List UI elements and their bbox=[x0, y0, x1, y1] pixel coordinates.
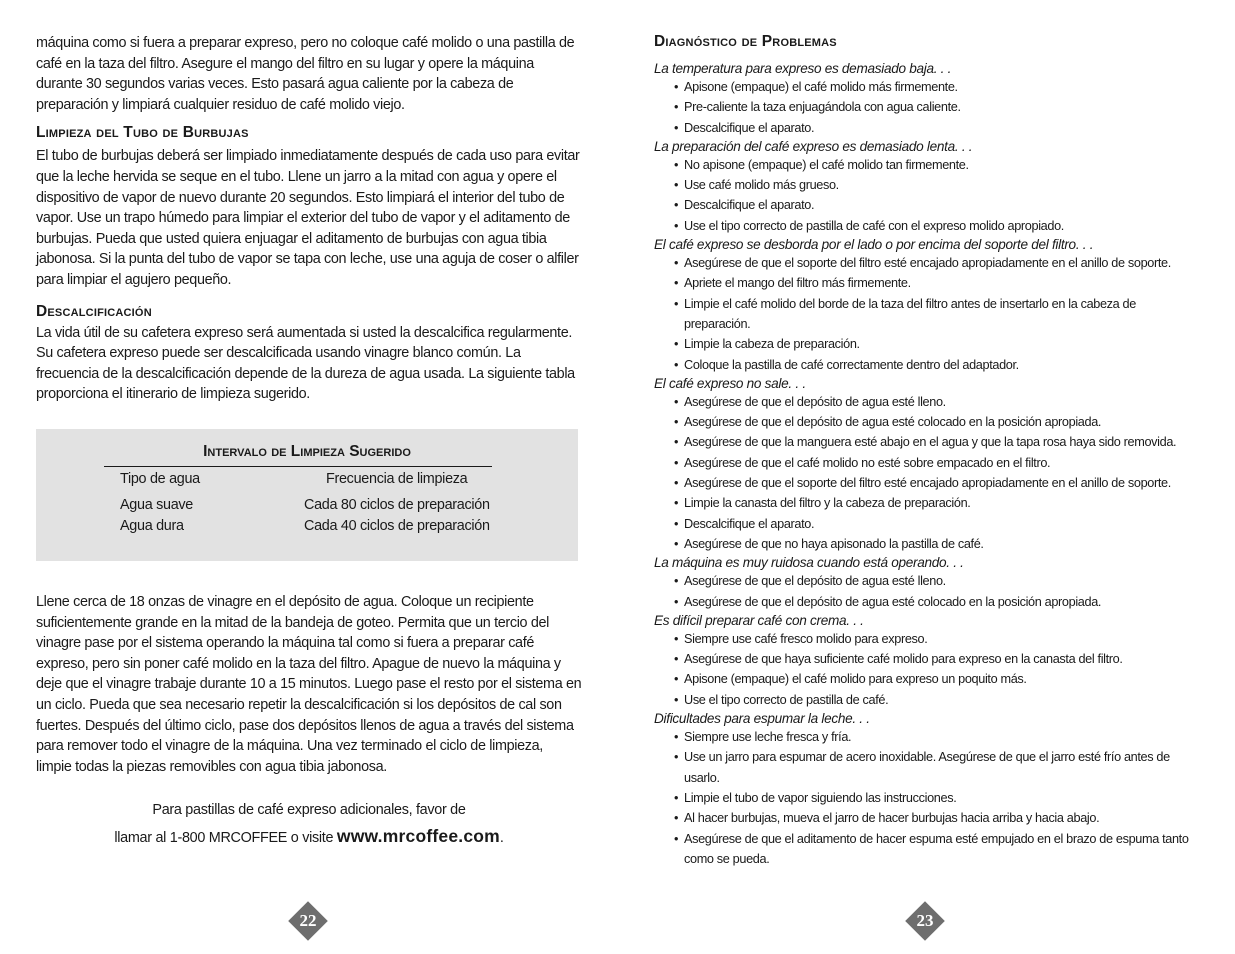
bullet-item: • Descalcifique el aparato. bbox=[674, 514, 1199, 534]
bullet-item: • Asegúrese de que el café molido no esté sobre empacado en el filtro. bbox=[674, 453, 1199, 473]
table-header-tipo: Tipo de agua bbox=[120, 471, 200, 487]
page-number-right: 23 bbox=[916, 911, 934, 930]
bullet-item: • Asegúrese de que el aditamento de hacer espuma esté empujado en el brazo de espuma tanto como se pueda. bbox=[674, 829, 1199, 870]
table-title: Intervalo de Limpieza Sugerido bbox=[203, 443, 411, 460]
issue-title: La máquina es muy ruidosa cuando está operando. . . bbox=[654, 555, 964, 571]
issue-bullets bbox=[654, 571, 1199, 612]
bullet-item: • Apisone (empaque) el café molido para expreso un poquito más. bbox=[674, 669, 1199, 689]
contact-line-1: Para pastillas de café expreso adicionales, favor de bbox=[152, 802, 466, 818]
table-cell-frecuencia: Cada 80 ciclos de preparación bbox=[304, 497, 490, 513]
bullet-item: • Use el tipo correcto de pastilla de café. bbox=[674, 690, 1199, 710]
bullet-item: • Asegúrese de que el soporte del filtro esté encajado apropiadamente en el anillo de soporte. bbox=[674, 473, 1199, 493]
vinegar-section bbox=[36, 592, 582, 777]
section-heading-descalcificacion: Descalcificación bbox=[36, 302, 152, 320]
issue-bullets bbox=[654, 392, 1199, 554]
bullet-item: • Siempre use café fresco molido para expreso. bbox=[674, 629, 1199, 649]
bullet-item: • No apisone (empaque) el café molido tan firmemente. bbox=[674, 155, 1199, 175]
right-page bbox=[654, 33, 1199, 869]
issue-block bbox=[654, 138, 1199, 236]
page-number-left: 22 bbox=[299, 911, 317, 930]
bullet-item: • Asegúrese de que no haya apisonado la pastilla de café. bbox=[674, 534, 1199, 554]
bullet-item: • Use el tipo correcto de pastilla de café con el expreso molido apropiado. bbox=[674, 216, 1199, 236]
troubleshooting-heading: Diagnóstico de Problemas bbox=[654, 33, 837, 50]
bullet-item: • Coloque la pastilla de café correctamente dentro del adaptador. bbox=[674, 355, 1199, 375]
descalcificacion-paragraph: La vida útil de su cafetera expreso será aumentada si usted la descalcifica regularmente. Su cafetera expreso puede ser descalcificada usando vinagre blanco común. La frecuencia de la descalcificación depende de la dureza de agua usada. La siguiente tabla proporciona el itinerario de limpieza sugerido. bbox=[36, 324, 575, 403]
intro-paragraph: máquina como si fuera a preparar expreso, pero no coloque café molido o una pastilla de café en la taza del filtro. Asegure el mango del filtro en su lugar y opere la máquina durante 30 segundos varias veces. Esto pasará agua caliente por la cabeza de preparación y limpiará cualquier residuo de café molido viejo. bbox=[36, 35, 575, 113]
contact-end: . bbox=[499, 830, 504, 846]
issue-bullets bbox=[654, 629, 1199, 710]
bullet-item: • Apisone (empaque) el café molido más firmemente. bbox=[674, 77, 1199, 97]
issue-title: La preparación del café expreso es demasiado lenta. . . bbox=[654, 138, 973, 154]
bullet-item: • Siempre use leche fresca y fría. bbox=[674, 727, 1199, 747]
bullet-item: • Asegúrese de que el depósito de agua esté colocado en la posición apropiada. bbox=[674, 412, 1199, 432]
bullet-item: • Pre-caliente la taza enjuagándola con agua caliente. bbox=[674, 97, 1199, 117]
issue-bullets bbox=[654, 253, 1199, 375]
contact-line-2 bbox=[36, 823, 582, 851]
issue-block bbox=[654, 554, 1199, 612]
table-cell-tipo: Agua suave bbox=[120, 497, 194, 513]
bullet-item: • Descalcifique el aparato. bbox=[674, 195, 1199, 215]
issue-bullets bbox=[654, 77, 1199, 138]
issues-list bbox=[654, 60, 1199, 869]
website-link[interactable]: www.mrcoffee.com bbox=[336, 826, 500, 846]
tubo-paragraph: El tubo de burbujas deberá ser limpiado inmediatamente después de cada uso para evitar que la leche hervida se seque en el tubo. Llene un jarro a la mitad con agua y opere el dispositivo de vapor de nuevo durante 20 segundos. Esto limpiará el interior del tubo de vapor. Use un trapo húmedo para limpiar el exterior del tubo de vapor y el aditamento de burbujas. Pueda que usted quiera enjuagar el aditamento de burbujas con agua tibia jabonosa. Si la punta del tubo de vapor se tapa con leche, use una aguja de coser o alfiler para limpiar el agujero pequeño. bbox=[36, 148, 580, 288]
bullet-item: • Limpie la cabeza de preparación. bbox=[674, 334, 1199, 354]
bullet-item: • Use café molido más grueso. bbox=[674, 175, 1199, 195]
table-cell-tipo: Agua dura bbox=[120, 518, 184, 534]
bullet-item: • Limpie la canasta del filtro y la cabeza de preparación. bbox=[674, 493, 1199, 513]
issue-title: La temperatura para expreso es demasiado baja. . . bbox=[654, 61, 952, 76]
bullet-item: • Asegúrese de que la manguera esté abajo en el agua y que la tapa rosa haya sido removida. bbox=[674, 432, 1199, 452]
issue-bullets bbox=[654, 155, 1199, 236]
bullet-item: • Descalcifique el aparato. bbox=[674, 118, 1199, 138]
issue-title: Es difícil preparar café con crema. . . bbox=[654, 612, 864, 628]
table-cell-frecuencia: Cada 40 ciclos de preparación bbox=[304, 518, 490, 534]
table-divider bbox=[104, 466, 492, 467]
issue-block bbox=[654, 710, 1199, 869]
issue-block bbox=[654, 375, 1199, 554]
bullet-item: • Asegúrese de que el soporte del filtro esté encajado apropiadamente en el anillo de soporte. bbox=[674, 253, 1199, 273]
issue-title: Dificultades para espumar la leche. . . bbox=[654, 711, 870, 727]
issue-title: El café expreso se desborda por el lado o por encima del soporte del filtro. . . bbox=[654, 237, 1094, 253]
bullet-item: • Al hacer burbujas, mueva el jarro de hacer burbujas hacia arriba y hacia abajo. bbox=[674, 808, 1199, 828]
cleaning-interval-table bbox=[36, 429, 578, 561]
bullet-item: • Limpie el tubo de vapor siguiendo las instrucciones. bbox=[674, 788, 1199, 808]
contact-text: llamar al 1-800 MRCOFFEE o visite bbox=[114, 830, 334, 846]
contact-note bbox=[36, 797, 582, 851]
vinegar-paragraph: Llene cerca de 18 onzas de vinagre en el depósito de agua. Coloque un recipiente suficientemente grande en la mitad de la bandeja de goteo. Permita que un tercio del vinagre pase por el sistema operando la máquina tal como si fuera a preparar café expreso, pero sin poner café molido en la taza del filtro. Apague de nuevo la máquina y deje que el vinagre trabaje durante 10 a 15 minutos. Luego pase el resto por el sistema en un ciclo. Pueda que sea necesario repetir la descalcificación si los depósitos de cal son fuertes. Después del último ciclo, pase dos depósitos llenos de agua a través del sistema para remover todo el vinagre de la máquina. Una vez terminado el ciclo de limpieza, limpie todas la piezas removibles con agua tibia jabonosa. bbox=[36, 594, 582, 775]
table-header-frecuencia: Frecuencia de limpieza bbox=[326, 471, 468, 487]
bullet-item: • Use un jarro para espumar de acero inoxidable. Asegúrese de que el jarro esté frío antes de usarlo. bbox=[674, 747, 1199, 788]
issue-block bbox=[654, 612, 1199, 710]
bullet-item: • Limpie el café molido del borde de la taza del filtro antes de insertarlo en la cabeza de preparación. bbox=[674, 294, 1199, 335]
issue-bullets bbox=[654, 727, 1199, 869]
bullet-item: • Apriete el mango del filtro más firmemente. bbox=[674, 273, 1199, 293]
left-page bbox=[36, 33, 582, 405]
section-heading-tubo: Limpieza del Tubo de Burbujas bbox=[36, 124, 249, 142]
issue-block bbox=[654, 236, 1199, 375]
bullet-item: • Asegúrese de que el depósito de agua esté colocado en la posición apropiada. bbox=[674, 592, 1199, 612]
issue-title: El café expreso no sale. . . bbox=[654, 375, 806, 391]
bullet-item: • Asegúrese de que el depósito de agua esté lleno. bbox=[674, 392, 1199, 412]
bullet-item: • Asegúrese de que haya suficiente café molido para expreso en la canasta del filtro. bbox=[674, 649, 1199, 669]
bullet-item: • Asegúrese de que el depósito de agua esté lleno. bbox=[674, 571, 1199, 591]
issue-block bbox=[654, 60, 1199, 138]
